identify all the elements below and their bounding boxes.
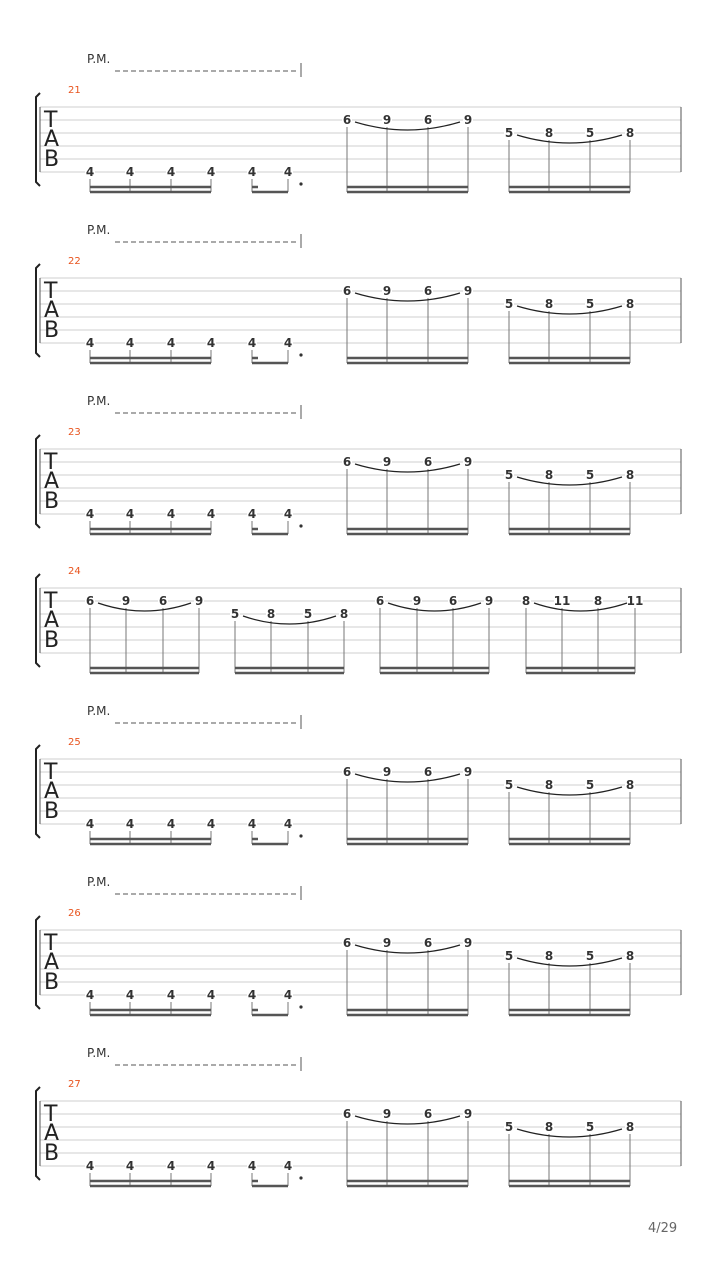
fret-number: 6 bbox=[342, 1107, 352, 1121]
fret-number: 9 bbox=[382, 765, 392, 779]
slur bbox=[355, 1116, 460, 1124]
augmentation-dot bbox=[299, 524, 302, 527]
fret-number: 11 bbox=[553, 594, 571, 608]
fret-number: 4 bbox=[283, 1159, 293, 1173]
augmentation-dot bbox=[299, 353, 302, 356]
tab-clef-letter: A bbox=[44, 608, 60, 633]
slur bbox=[243, 616, 336, 624]
slur bbox=[517, 787, 622, 795]
augmentation-dot bbox=[299, 182, 302, 185]
measure-number: 25 bbox=[68, 737, 81, 748]
fret-number: 6 bbox=[423, 455, 433, 469]
fret-number: 4 bbox=[125, 507, 135, 521]
tab-clef-letter: A bbox=[44, 950, 60, 975]
fret-number: 5 bbox=[585, 778, 595, 792]
fret-number: 5 bbox=[585, 1120, 595, 1134]
tab-clef-letter: A bbox=[44, 298, 60, 323]
fret-number: 8 bbox=[544, 297, 554, 311]
fret-number: 9 bbox=[382, 1107, 392, 1121]
fret-number: 9 bbox=[463, 113, 473, 127]
fret-number: 4 bbox=[166, 336, 176, 350]
fret-number: 8 bbox=[625, 778, 635, 792]
slur bbox=[355, 122, 460, 130]
fret-number: 4 bbox=[283, 336, 293, 350]
fret-number: 4 bbox=[166, 1159, 176, 1173]
fret-number: 5 bbox=[585, 468, 595, 482]
tab-clef-letter: A bbox=[44, 127, 60, 152]
fret-number: 4 bbox=[166, 165, 176, 179]
fret-number: 8 bbox=[544, 126, 554, 140]
fret-number: 6 bbox=[85, 594, 95, 608]
measure-number: 27 bbox=[68, 1079, 81, 1090]
slur bbox=[355, 464, 460, 472]
fret-number: 4 bbox=[247, 165, 257, 179]
measure-number: 24 bbox=[68, 566, 81, 577]
fret-number: 8 bbox=[625, 126, 635, 140]
slur bbox=[98, 603, 191, 611]
fret-number: 6 bbox=[342, 936, 352, 950]
slur bbox=[355, 293, 460, 301]
fret-number: 6 bbox=[342, 284, 352, 298]
fret-number: 5 bbox=[585, 126, 595, 140]
fret-number: 8 bbox=[625, 297, 635, 311]
fret-number: 4 bbox=[85, 336, 95, 350]
fret-number: 6 bbox=[423, 1107, 433, 1121]
fret-number: 8 bbox=[625, 949, 635, 963]
tab-clef-letter: A bbox=[44, 779, 60, 804]
tab-clef-letter: T bbox=[44, 1102, 58, 1127]
fret-number: 5 bbox=[504, 778, 514, 792]
fret-number: 5 bbox=[504, 468, 514, 482]
fret-number: 6 bbox=[448, 594, 458, 608]
fret-number: 4 bbox=[206, 817, 216, 831]
fret-number: 9 bbox=[463, 765, 473, 779]
tab-clef-letter: A bbox=[44, 469, 60, 494]
fret-number: 6 bbox=[342, 455, 352, 469]
fret-number: 8 bbox=[625, 468, 635, 482]
fret-number: 4 bbox=[283, 507, 293, 521]
fret-number: 8 bbox=[625, 1120, 635, 1134]
fret-number: 9 bbox=[382, 113, 392, 127]
slur bbox=[517, 306, 622, 314]
fret-number: 4 bbox=[85, 1159, 95, 1173]
fret-number: 4 bbox=[85, 507, 95, 521]
fret-number: 6 bbox=[423, 936, 433, 950]
augmentation-dot bbox=[299, 1005, 302, 1008]
tab-clef-letter: B bbox=[44, 628, 60, 653]
fret-number: 5 bbox=[303, 607, 313, 621]
measure-number: 23 bbox=[68, 427, 81, 438]
fret-number: 4 bbox=[206, 336, 216, 350]
fret-number: 6 bbox=[375, 594, 385, 608]
fret-number: 9 bbox=[463, 455, 473, 469]
fret-number: 4 bbox=[247, 1159, 257, 1173]
slur bbox=[517, 477, 622, 485]
fret-number: 9 bbox=[382, 455, 392, 469]
fret-number: 5 bbox=[504, 1120, 514, 1134]
slur bbox=[517, 1129, 622, 1137]
fret-number: 4 bbox=[247, 988, 257, 1002]
slur bbox=[388, 603, 481, 611]
slur bbox=[517, 135, 622, 143]
measure-number: 22 bbox=[68, 256, 81, 267]
fret-number: 5 bbox=[504, 126, 514, 140]
fret-number: 4 bbox=[283, 165, 293, 179]
fret-number: 6 bbox=[423, 284, 433, 298]
fret-number: 4 bbox=[85, 817, 95, 831]
palm-mute-label: P.M. bbox=[87, 1046, 111, 1060]
fret-number: 8 bbox=[339, 607, 349, 621]
fret-number: 6 bbox=[158, 594, 168, 608]
system-bracket bbox=[36, 916, 40, 1009]
fret-number: 4 bbox=[247, 336, 257, 350]
fret-number: 4 bbox=[283, 817, 293, 831]
fret-number: 9 bbox=[463, 284, 473, 298]
fret-number: 5 bbox=[504, 949, 514, 963]
fret-number: 5 bbox=[585, 297, 595, 311]
slur bbox=[355, 945, 460, 953]
fret-number: 8 bbox=[544, 1120, 554, 1134]
fret-number: 6 bbox=[423, 765, 433, 779]
system-bracket bbox=[36, 1087, 40, 1180]
fret-number: 4 bbox=[206, 1159, 216, 1173]
tab-clef-letter: B bbox=[44, 147, 60, 172]
fret-number: 11 bbox=[626, 594, 644, 608]
palm-mute-label: P.M. bbox=[87, 704, 111, 718]
fret-number: 8 bbox=[544, 778, 554, 792]
fret-number: 9 bbox=[194, 594, 204, 608]
fret-number: 4 bbox=[206, 165, 216, 179]
tab-clef-letter: T bbox=[44, 589, 58, 614]
fret-number: 9 bbox=[382, 936, 392, 950]
fret-number: 8 bbox=[544, 468, 554, 482]
palm-mute-label: P.M. bbox=[87, 223, 111, 237]
fret-number: 6 bbox=[342, 765, 352, 779]
system-bracket bbox=[36, 264, 40, 357]
fret-number: 8 bbox=[593, 594, 603, 608]
measure-number: 26 bbox=[68, 908, 81, 919]
tab-clef-letter: T bbox=[44, 450, 58, 475]
palm-mute-label: P.M. bbox=[87, 394, 111, 408]
fret-number: 8 bbox=[266, 607, 276, 621]
fret-number: 4 bbox=[125, 817, 135, 831]
fret-number: 4 bbox=[125, 165, 135, 179]
fret-number: 9 bbox=[382, 284, 392, 298]
fret-number: 4 bbox=[166, 817, 176, 831]
tab-clef-letter: A bbox=[44, 1121, 60, 1146]
tab-clef-letter: B bbox=[44, 1141, 60, 1166]
fret-number: 5 bbox=[504, 297, 514, 311]
tab-clef-letter: T bbox=[44, 279, 58, 304]
fret-number: 6 bbox=[423, 113, 433, 127]
fret-number: 9 bbox=[121, 594, 131, 608]
measure-number: 21 bbox=[68, 85, 81, 96]
fret-number: 4 bbox=[125, 336, 135, 350]
fret-number: 8 bbox=[521, 594, 531, 608]
fret-number: 4 bbox=[206, 988, 216, 1002]
augmentation-dot bbox=[299, 1176, 302, 1179]
system-bracket bbox=[36, 745, 40, 838]
fret-number: 4 bbox=[247, 507, 257, 521]
page-number: 4/29 bbox=[648, 1221, 678, 1236]
palm-mute-label: P.M. bbox=[87, 875, 111, 889]
tab-clef-letter: B bbox=[44, 318, 60, 343]
system-bracket bbox=[36, 435, 40, 528]
fret-number: 5 bbox=[585, 949, 595, 963]
fret-number: 4 bbox=[85, 988, 95, 1002]
tab-clef-letter: T bbox=[44, 931, 58, 956]
fret-number: 4 bbox=[125, 1159, 135, 1173]
slur bbox=[534, 603, 627, 611]
system-bracket bbox=[36, 574, 40, 667]
tab-clef-letter: B bbox=[44, 489, 60, 514]
palm-mute-label: P.M. bbox=[87, 52, 111, 66]
fret-number: 4 bbox=[247, 817, 257, 831]
fret-number: 9 bbox=[412, 594, 422, 608]
slur bbox=[355, 774, 460, 782]
fret-number: 4 bbox=[85, 165, 95, 179]
fret-number: 9 bbox=[463, 1107, 473, 1121]
fret-number: 6 bbox=[342, 113, 352, 127]
tab-clef-letter: B bbox=[44, 799, 60, 824]
fret-number: 4 bbox=[283, 988, 293, 1002]
system-bracket bbox=[36, 93, 40, 186]
tab-clef-letter: T bbox=[44, 108, 58, 133]
fret-number: 4 bbox=[166, 507, 176, 521]
fret-number: 4 bbox=[166, 988, 176, 1002]
fret-number: 9 bbox=[463, 936, 473, 950]
tab-clef-letter: B bbox=[44, 970, 60, 995]
fret-number: 4 bbox=[125, 988, 135, 1002]
fret-number: 4 bbox=[206, 507, 216, 521]
tab-clef-letter: T bbox=[44, 760, 58, 785]
fret-number: 9 bbox=[484, 594, 494, 608]
fret-number: 5 bbox=[230, 607, 240, 621]
fret-number: 8 bbox=[544, 949, 554, 963]
augmentation-dot bbox=[299, 834, 302, 837]
slur bbox=[517, 958, 622, 966]
